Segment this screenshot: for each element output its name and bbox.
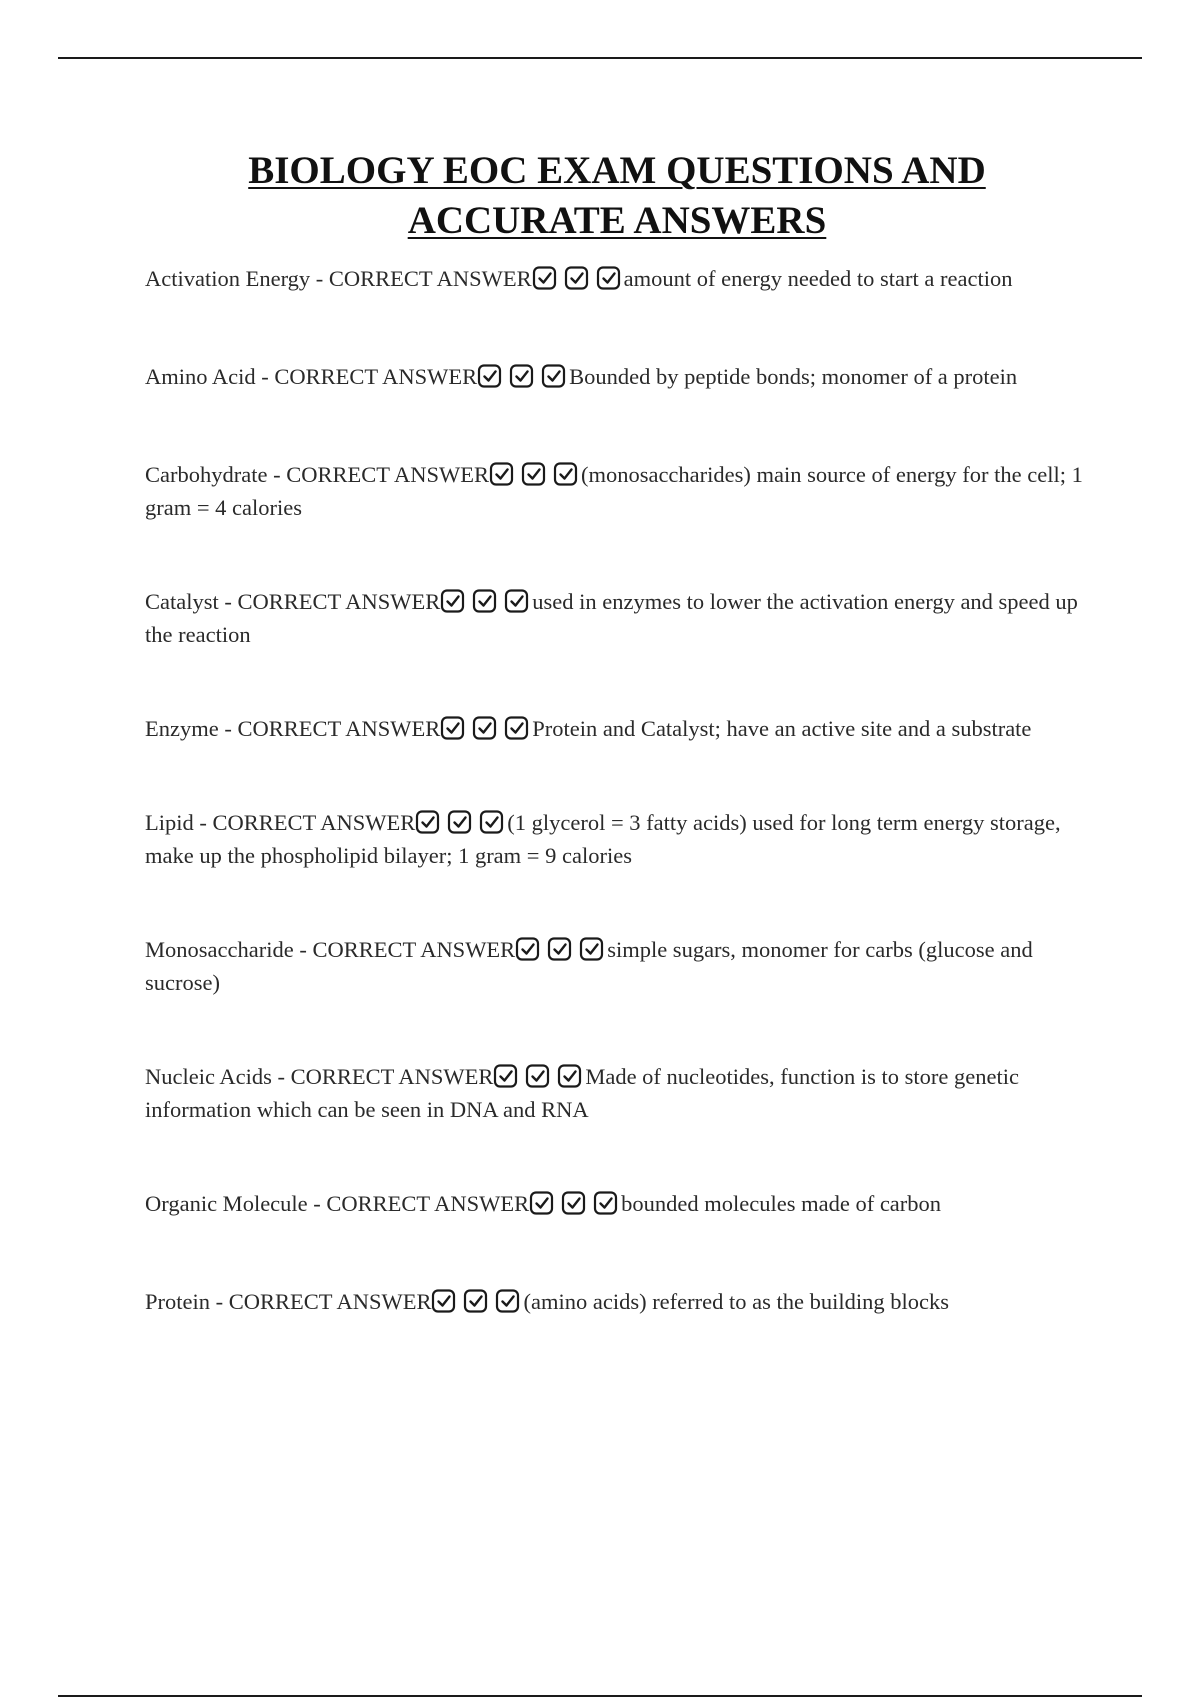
checkbox-checked-icon <box>440 716 467 740</box>
checkbox-checked-icon <box>504 716 531 740</box>
checkbox-checked-icon <box>431 1289 458 1313</box>
checkbox-checked-icon <box>541 364 568 388</box>
checkbox-checked-icon <box>561 1191 588 1215</box>
checkbox-checked-icon <box>596 266 623 290</box>
checkbox-checked-icon <box>472 716 499 740</box>
check-marks <box>532 262 624 295</box>
checkbox-checked-icon <box>547 937 574 961</box>
entry-term: Lipid <box>145 810 194 835</box>
entry-definition: Bounded by peptide bonds; monomer of a protein <box>569 364 1018 389</box>
check-marks <box>440 712 532 745</box>
checkbox-checked-icon <box>493 1064 520 1088</box>
qa-entry-nucleic-acids <box>145 1060 1090 1126</box>
checkbox-checked-icon <box>509 364 536 388</box>
check-marks <box>515 933 607 966</box>
checkbox-checked-icon <box>593 1191 620 1215</box>
entry-answer-marker: - CORRECT ANSWER <box>193 810 416 835</box>
entry-definition: bounded molecules made of carbon <box>621 1191 942 1216</box>
entry-answer-marker: - CORRECT ANSWER <box>218 589 441 614</box>
bottom-divider <box>58 1695 1142 1697</box>
entry-term: Catalyst <box>145 589 219 614</box>
checkbox-checked-icon <box>472 589 499 613</box>
check-marks <box>431 1285 523 1318</box>
entry-term: Nucleic Acids <box>145 1064 272 1089</box>
top-divider <box>58 57 1142 59</box>
entry-answer-marker: - CORRECT ANSWER <box>267 462 489 487</box>
qa-entry-protein <box>145 1285 1090 1318</box>
qa-entry-catalyst <box>145 585 1090 651</box>
entry-definition: (1 glycerol = 3 fatty acids) used for long term energy storage, make up the phospholipid bilayer; 1 gram = 9 calories <box>145 810 1061 868</box>
checkbox-checked-icon <box>495 1289 522 1313</box>
checkbox-checked-icon <box>564 266 591 290</box>
checkbox-checked-icon <box>515 937 542 961</box>
qa-entry-carbohydrate <box>145 458 1090 524</box>
entry-term: Carbohydrate <box>145 462 268 487</box>
checkbox-checked-icon <box>477 364 504 388</box>
entry-answer-marker: - CORRECT ANSWER <box>210 1289 432 1314</box>
checkbox-checked-icon <box>521 462 548 486</box>
checkbox-checked-icon <box>440 589 467 613</box>
qa-list <box>145 262 1090 1383</box>
qa-entry-amino-acid <box>145 360 1090 393</box>
entry-term: Activation Energy <box>145 266 311 291</box>
checkbox-checked-icon <box>504 589 531 613</box>
entry-definition: Protein and Catalyst; have an active site and a substrate <box>532 716 1032 741</box>
checkbox-checked-icon <box>529 1191 556 1215</box>
title-line-1: BIOLOGY EOC EXAM QUESTIONS AND <box>248 149 986 192</box>
entry-answer-marker: - CORRECT ANSWER <box>255 364 478 389</box>
checkbox-checked-icon <box>489 462 516 486</box>
entry-definition: (monosaccharides) main source of energy for the cell; 1 gram = 4 calories <box>145 462 1083 520</box>
entry-answer-marker: - CORRECT ANSWER <box>218 716 441 741</box>
checkbox-checked-icon <box>463 1289 490 1313</box>
entry-term: Amino Acid <box>145 364 256 389</box>
check-marks <box>529 1187 621 1220</box>
entry-definition: (amino acids) referred to as the building blocks <box>523 1289 949 1314</box>
checkbox-checked-icon <box>532 266 559 290</box>
qa-entry-organic-molecule <box>145 1187 1090 1220</box>
checkbox-checked-icon <box>415 810 442 834</box>
entry-answer-marker: - CORRECT ANSWER <box>293 937 516 962</box>
entry-definition: used in enzymes to lower the activation energy and speed up the reaction <box>145 589 1078 647</box>
checkbox-checked-icon <box>557 1064 584 1088</box>
checkbox-checked-icon <box>479 810 506 834</box>
qa-entry-activation-energy <box>145 262 1090 295</box>
qa-entry-lipid <box>145 806 1090 872</box>
qa-entry-monosaccharide <box>145 933 1090 999</box>
checkbox-checked-icon <box>553 462 580 486</box>
entry-definition: Made of nucleotides, function is to store genetic information which can be seen in DNA and RNA <box>145 1064 1019 1122</box>
entry-term: Monosaccharide <box>145 937 294 962</box>
checkbox-checked-icon <box>579 937 606 961</box>
check-marks <box>440 585 532 618</box>
checkbox-checked-icon <box>525 1064 552 1088</box>
qa-entry-enzyme <box>145 712 1090 745</box>
title-line-2: ACCURATE ANSWERS <box>407 199 827 242</box>
entry-definition: simple sugars, monomer for carbs (glucose and sucrose) <box>145 937 1033 995</box>
entry-term: Enzyme <box>145 716 219 741</box>
check-marks <box>493 1060 585 1093</box>
check-marks <box>489 458 581 491</box>
entry-answer-marker: - CORRECT ANSWER <box>307 1191 530 1216</box>
entry-term: Protein <box>145 1289 210 1314</box>
check-marks <box>415 806 507 839</box>
check-marks <box>477 360 569 393</box>
entry-answer-marker: - CORRECT ANSWER <box>310 266 532 291</box>
entry-term: Organic Molecule <box>145 1191 308 1216</box>
entry-definition: amount of energy needed to start a reaction <box>623 266 1013 291</box>
page-title <box>0 146 1200 246</box>
entry-answer-marker: - CORRECT ANSWER <box>271 1064 494 1089</box>
checkbox-checked-icon <box>447 810 474 834</box>
